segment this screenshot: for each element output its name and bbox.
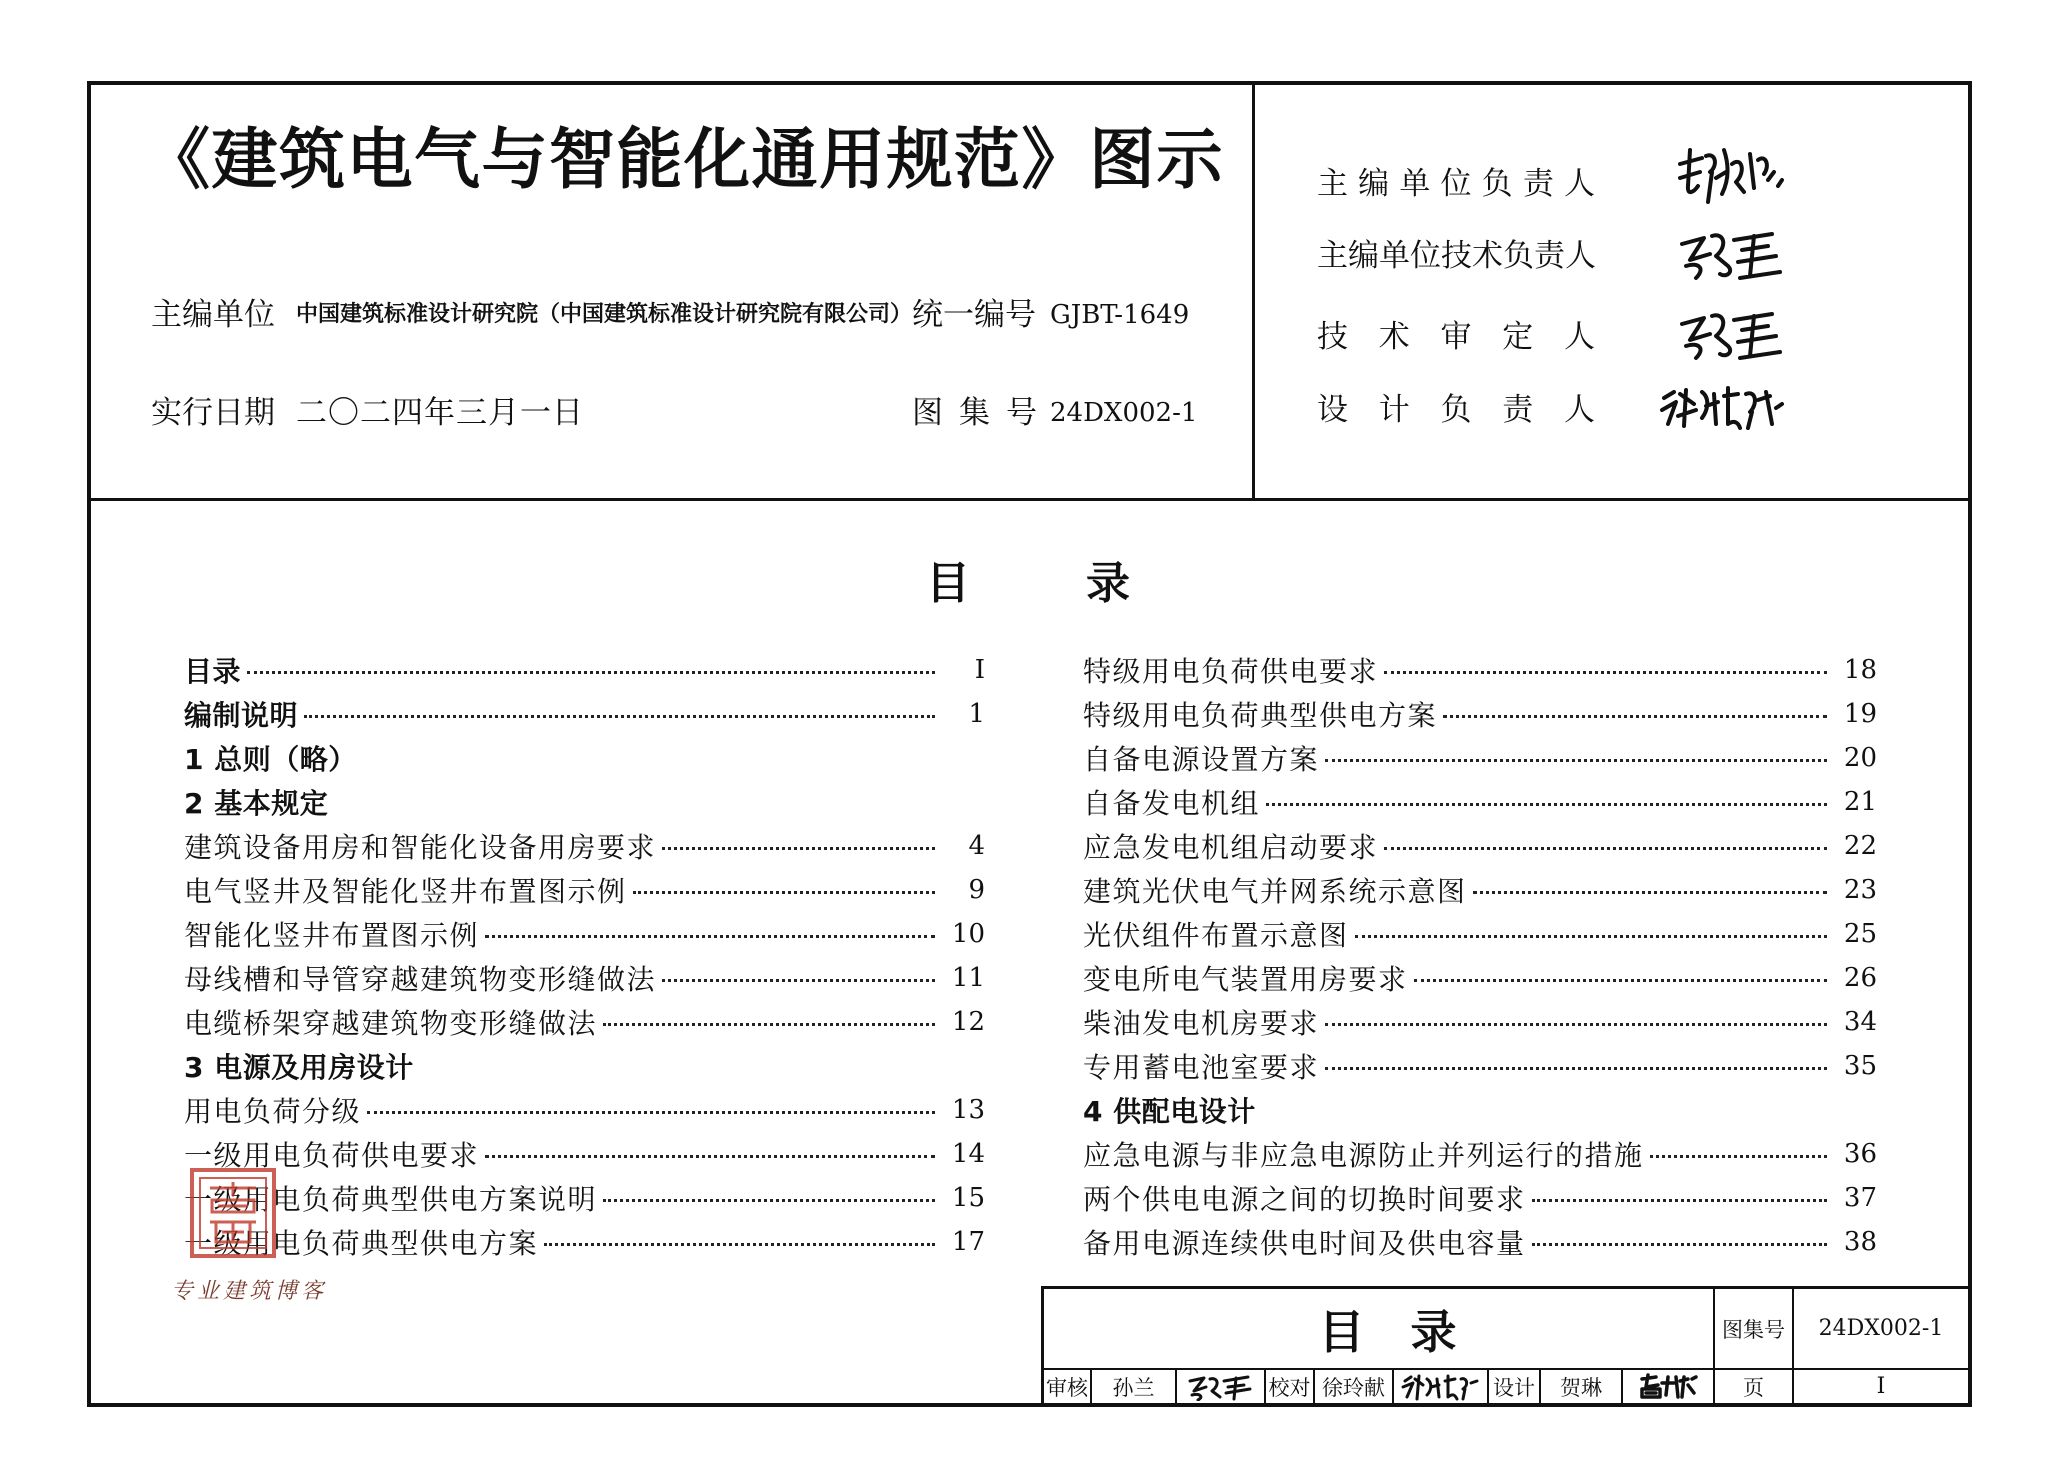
dot-leader [633,891,935,894]
toc-title: 备用电源连续供电时间及供电容量 [1083,1227,1526,1260]
checker-signature-cell [1392,1370,1487,1403]
toc-title: 一级用电负荷典型供电方案 [184,1227,539,1260]
dot-leader [1325,759,1827,762]
watermark-caption: 专业建筑博客 [171,1279,328,1304]
signature [1658,384,1788,432]
toc-title: 电气竖井及智能化竖井布置图示例 [184,875,627,908]
toc-page-number: 10 [951,919,985,949]
dot-leader [1266,803,1827,806]
review-label: 审核 [1046,1375,1088,1400]
toc-section [184,692,985,736]
toc-title: 专用蓄电池室要求 [1083,1051,1320,1084]
toc-title: 母线槽和导管穿越建筑物变形缝做法 [184,963,657,996]
dot-leader [485,1155,935,1158]
toc-page-number: 11 [951,963,985,993]
dot-leader [1650,1155,1827,1158]
dot-leader [247,671,935,674]
signature [1636,1373,1700,1401]
dot-leader [1532,1199,1827,1202]
toc-entry [1083,692,1877,736]
toc-title: 光伏组件布置示意图 [1083,919,1349,952]
toc-page-number: 20 [1843,743,1877,773]
toc-page-number: 36 [1843,1139,1877,1169]
toc-title: 1 总则（略） [184,743,357,776]
toc-entry [1083,736,1877,780]
toc-entry [1083,1044,1877,1088]
dot-leader [1414,979,1827,982]
designer-name: 贺琳 [1539,1370,1621,1403]
toc-section [1083,1088,1877,1132]
toc-section [184,648,985,692]
dot-leader [544,1243,935,1246]
toc-section [184,780,985,824]
toc-title: 目录 [184,655,242,688]
dot-leader [603,1199,935,1202]
toc-left-column [184,648,985,1264]
toc-page-number: I [974,655,985,685]
title-block [1041,1286,1968,1403]
toc-section [184,736,985,780]
approval-role-chief-unit-head: 主编单位负责人 [1317,166,1595,202]
toc-page-number: 4 [968,831,985,861]
signature [1401,1373,1481,1401]
toc-heading: 目 录 [926,558,1166,609]
designer-signature-cell [1621,1370,1713,1403]
dot-leader [367,1111,935,1114]
toc-entry [1083,1220,1877,1264]
seal-stamp-icon [188,1166,278,1262]
toc-title: 3 电源及用房设计 [184,1051,414,1084]
reviewer-name: 孙兰 [1090,1370,1175,1403]
editor-unit-label: 主编单位 [151,297,275,333]
toc-title: 特级用电负荷供电要求 [1083,655,1379,688]
toc-entry [1083,868,1877,912]
toc-page-number: 15 [951,1183,985,1213]
toc-entry [184,956,985,1000]
toc-title: 建筑光伏电气并网系统示意图 [1083,875,1467,908]
check-label: 校对 [1264,1370,1313,1403]
toc-title: 一级用电负荷供电要求 [184,1139,480,1172]
dot-leader [1355,935,1827,938]
toc-title: 两个供电电源之间的切换时间要求 [1083,1183,1526,1216]
toc-page-number: 22 [1843,831,1877,861]
toc-title: 电缆桥架穿越建筑物变形缝做法 [184,1007,598,1040]
atlas-label: 图 集 号 [912,395,1037,431]
serial-label: 统一编号 [912,297,1036,333]
toc-right-column [1083,648,1877,1264]
toc-title: 智能化竖井布置图示例 [184,919,480,952]
effective-date: 二〇二四年三月一日 [296,395,584,431]
dot-leader [1384,671,1827,674]
document-title: 《建筑电气与智能化通用规范》图示 [144,121,1224,198]
toc-page-number: 23 [1843,875,1877,905]
toc-page-number: 26 [1843,963,1877,993]
dot-leader [304,715,935,718]
toc-page-number: 38 [1843,1227,1877,1257]
title-block-top-row [1044,1289,1968,1370]
page-label: 页 [1713,1370,1792,1403]
toc-title: 柴油发电机房要求 [1083,1007,1320,1040]
toc-page-number: 13 [951,1095,985,1125]
serial-number: GJBT-1649 [1050,300,1190,330]
dot-leader [1325,1023,1827,1026]
toc-title: 特级用电负荷典型供电方案 [1083,699,1438,732]
approval-role-chief-tech-head: 主编单位技术负责人 [1317,238,1596,274]
reviewer-signature-cell [1175,1370,1264,1403]
toc-entry [184,1132,985,1176]
toc-entry [1083,1176,1877,1220]
toc-title: 4 供配电设计 [1083,1095,1256,1128]
toc-page-number: 17 [951,1227,985,1257]
toc-title: 应急电源与非应急电源防止并列运行的措施 [1083,1139,1644,1172]
toc-title: 一级用电负荷典型供电方案说明 [184,1183,598,1216]
toc-title: 用电负荷分级 [184,1095,362,1128]
toc-title: 编制说明 [184,699,299,732]
toc-page-number: 19 [1843,699,1877,729]
checker-name: 徐玲献 [1313,1370,1392,1403]
toc-entry [184,868,985,912]
approval-role-technical-approver: 技 术 审 定 人 [1317,319,1595,355]
toc-page-number: 25 [1843,919,1877,949]
toc-entry [184,1220,985,1264]
toc-entry [1083,648,1877,692]
page-number: I [1792,1370,1968,1403]
toc-entry [1083,824,1877,868]
toc-page-number: 37 [1843,1183,1877,1213]
toc-page-number: 34 [1843,1007,1877,1037]
dot-leader [1473,891,1827,894]
toc-title: 自备电源设置方案 [1083,743,1320,776]
approval-role-design-lead: 设 计 负 责 人 [1317,392,1595,428]
toc-entry [184,824,985,868]
dot-leader [485,935,935,938]
dot-leader [662,979,935,982]
toc-page-number: 21 [1843,787,1877,817]
atlas-number-cell: 24DX002-1 [1792,1289,1968,1368]
design-label: 设计 [1487,1370,1539,1403]
sheet-title: 目 录 [1318,1304,1457,1359]
toc-page-number: 35 [1843,1051,1877,1081]
toc-entry [1083,912,1877,956]
toc-entry [1083,956,1877,1000]
toc-title: 2 基本规定 [184,787,329,820]
dot-leader [662,847,935,850]
toc-entry [1083,1132,1877,1176]
toc-entry [1083,1000,1877,1044]
dot-leader [1384,847,1827,850]
signature [1186,1373,1256,1401]
toc-page-number: 12 [951,1007,985,1037]
atlas-number: 24DX002-1 [1050,398,1198,428]
toc-section [184,1044,985,1088]
header-column-divider [1252,81,1255,500]
toc-entry [184,1000,985,1044]
signature [1672,142,1790,214]
atlas-label-cell: 图集号 [1713,1289,1792,1368]
editor-unit-value: 中国建筑标准设计研究院（中国建筑标准设计研究院有限公司） [296,302,913,327]
toc-page-number: 18 [1843,655,1877,685]
effective-date-label: 实行日期 [151,395,275,431]
toc-page-number: 9 [968,875,985,905]
title-block-sign-row [1044,1370,1968,1403]
toc-entry [184,1176,985,1220]
toc-title: 应急发电机组启动要求 [1083,831,1379,864]
toc-page-number: 1 [968,699,985,729]
toc-page-number: 14 [951,1139,985,1169]
dot-leader [1443,715,1827,718]
toc-title: 变电所电气装置用房要求 [1083,963,1408,996]
toc-entry [184,912,985,956]
dot-leader [603,1023,935,1026]
dot-leader [1325,1067,1827,1070]
toc-title: 自备发电机组 [1083,787,1261,820]
toc-title: 建筑设备用房和智能化设备用房要求 [184,831,657,864]
signature [1676,226,1788,286]
dot-leader [1532,1243,1827,1246]
toc-entry [184,1088,985,1132]
signature [1676,304,1788,364]
header-divider [87,498,1972,501]
toc-entry [1083,780,1877,824]
